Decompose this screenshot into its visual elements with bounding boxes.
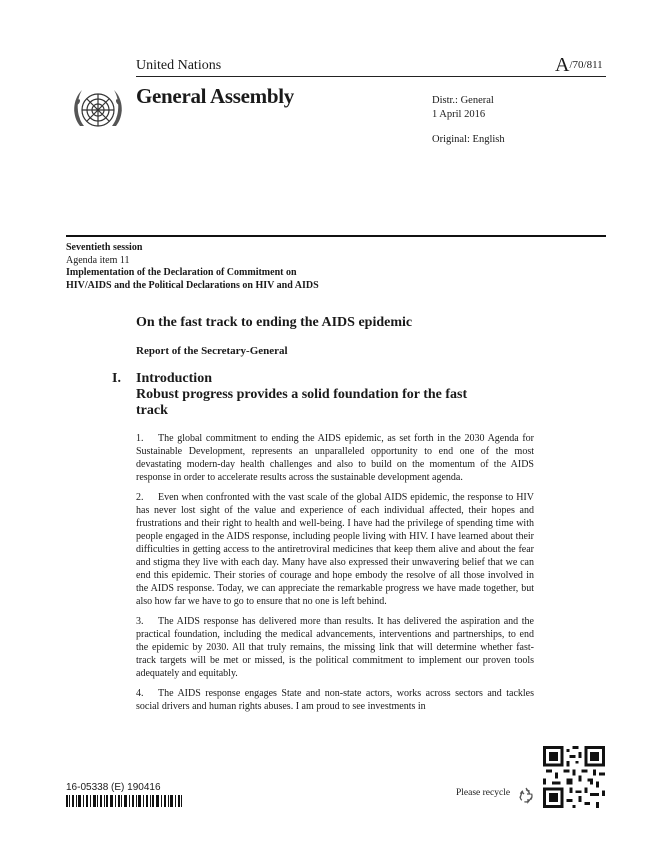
paragraph-number: 3. xyxy=(136,616,144,627)
session-block xyxy=(66,242,319,292)
paragraph-text: The AIDS response engages State and non-state actors, works across sectors and tackles social drivers and human rights abuses. I am proud to see investments in xyxy=(136,688,534,712)
qr-code-icon xyxy=(543,746,605,808)
document-title: On the fast track to ending the AIDS epidemic xyxy=(136,315,413,330)
recycle-note: Please recycle xyxy=(456,788,511,798)
distribution: Distr.: General xyxy=(432,95,494,106)
recycle-icon xyxy=(516,785,536,805)
original-language: Original: English xyxy=(432,134,505,145)
section-subheading: Robust progress provides a solid foundation for the fast track xyxy=(136,387,468,418)
agenda-title-line2: HIV/AIDS and the Political Declarations on HIV and AIDS xyxy=(66,279,319,291)
agenda-item: Agenda item 11 xyxy=(66,254,130,266)
report-body xyxy=(136,432,534,713)
date: 1 April 2016 xyxy=(432,108,486,120)
paragraph-number: 4. xyxy=(136,688,144,699)
paragraph-text: Even when confronted with the vast scale of the global AIDS epidemic, the response to HIV has never lost sight of the value and experience of each individual affected, their hopes and frustrations and their right to health and well-being. I have had the privilege of spending time with people engaged in the AIDS response, including people living with HIV. I have learned about their difficulties in getting access to the antiretroviral medicines that keep them alive and about the fear and stigma they live with each day. Many have also expressed their unwavering belief that we can end this epidemic. Their stories of courage and hope embody the resolve of all those involved in the AIDS response. Today, we can appreciate the remarkable progress we have made together, but also how far we have to go to ensure that no one is left behind. xyxy=(136,492,534,607)
org-name: United Nations xyxy=(136,58,222,73)
paragraph xyxy=(136,491,534,608)
paragraph-number: 1. xyxy=(136,433,144,444)
section-title xyxy=(136,371,496,419)
un-emblem-icon xyxy=(66,82,130,138)
distribution-block xyxy=(432,94,505,147)
paragraph xyxy=(136,615,534,680)
agenda-title-line1: Implementation of the Declaration of Commitment on xyxy=(66,267,297,278)
body-title: General Assembly xyxy=(136,84,294,108)
document-symbol xyxy=(555,54,603,77)
session-rule xyxy=(66,235,606,237)
job-number: 16-05338 (E) 190416 xyxy=(66,782,161,793)
document-subtitle: Report of the Secretary-General xyxy=(136,345,288,357)
section-number: I. xyxy=(112,371,121,386)
session-name: Seventieth session xyxy=(66,242,143,253)
paragraph xyxy=(136,687,534,713)
paragraph-text: The AIDS response has delivered more than results. It has delivered the aspiration and the practical foundation, including the medical advancements, interventions and partnerships, to end the epidemic by 2030. All that truly remains, the missing link that will determine whether fast-track targets will be met or missed, is the political commitment to implement our proven tools adequately and equitably. xyxy=(136,616,534,679)
barcode-icon xyxy=(66,795,182,807)
paragraph-text: The global commitment to ending the AIDS epidemic, as set forth in the 2030 Agenda for Sustainable Development, represents an unparalleled opportunity to end one of the most devastating modern-day health challenges and also to build on the momentum of the AIDS response in order to accelerate results across the sustainable development agenda. xyxy=(136,433,534,483)
symbol-rest: /70/811 xyxy=(569,59,603,71)
header-rule xyxy=(136,76,606,77)
paragraph-number: 2. xyxy=(136,492,144,503)
symbol-main: A xyxy=(555,54,570,76)
paragraph xyxy=(136,432,534,484)
section-heading: Introduction xyxy=(136,371,212,386)
